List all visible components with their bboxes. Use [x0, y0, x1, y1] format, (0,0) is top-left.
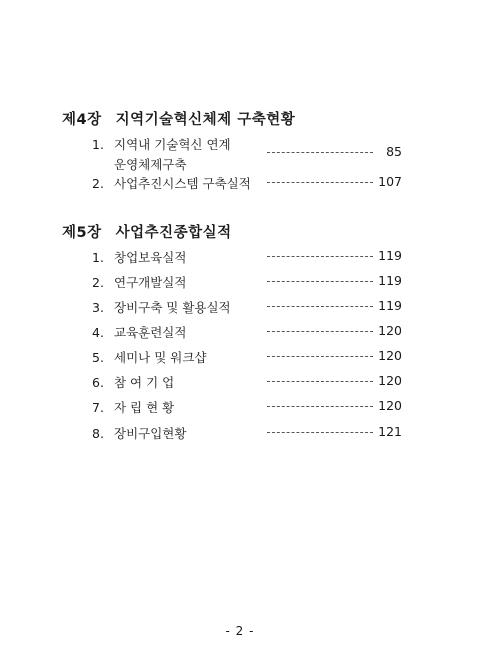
- dot-leader: [267, 306, 373, 307]
- toc-entry: [92, 398, 174, 416]
- entry-title: 교육훈련실적: [114, 325, 187, 340]
- entry-title: 장비구축 및 활용실적: [114, 300, 231, 315]
- chapter-title: 사업추진종합실적: [115, 225, 232, 241]
- entry-page-number: 120: [378, 323, 402, 338]
- entry-page-number: 120: [378, 348, 402, 363]
- toc-entry: [92, 273, 186, 291]
- toc-entry: [92, 348, 206, 366]
- page-footer-number: - 2 -: [225, 624, 255, 638]
- dot-leader: [267, 356, 373, 357]
- chapter-4-heading: [62, 108, 295, 129]
- entry-page-number: 119: [378, 273, 402, 288]
- entry-number: 6.: [92, 375, 104, 390]
- toc-entry: [92, 298, 231, 316]
- chapter-title: 지역기술혁신체제 구축현황: [115, 112, 296, 128]
- dot-leader: [267, 381, 373, 382]
- entry-number: 3.: [92, 300, 104, 315]
- entry-page-number: 119: [378, 248, 402, 263]
- toc-entry: [92, 174, 251, 192]
- toc-entry: [92, 323, 186, 341]
- entry-page-number: 120: [378, 398, 402, 413]
- entry-title: 장비구입현황: [114, 426, 187, 441]
- dot-leader: [267, 432, 373, 433]
- entry-title: 세미나 및 워크샵: [114, 350, 207, 365]
- entry-page-number: 121: [378, 424, 402, 439]
- toc-entry: [92, 424, 186, 442]
- entry-title: 연구개발실적: [114, 275, 187, 290]
- chapter-number: 제4장: [62, 112, 102, 128]
- chapter-number: 제5장: [62, 225, 102, 241]
- entry-title-continued: 운영체제구축: [114, 157, 187, 172]
- dot-leader: [267, 331, 373, 332]
- entry-number: 4.: [92, 325, 104, 340]
- entry-page-number: 107: [378, 174, 402, 189]
- entry-page-number: 85: [386, 144, 402, 159]
- entry-number: 5.: [92, 350, 104, 365]
- entry-title: 참 여 기 업: [114, 375, 175, 390]
- entry-number: 1.: [92, 250, 104, 265]
- entry-page-number: 119: [378, 298, 402, 313]
- entry-title: 지역내 기술혁신 연계: [114, 137, 231, 152]
- entry-number: 2.: [92, 176, 104, 191]
- entry-title: 창업보육실적: [114, 250, 187, 265]
- entry-number: 8.: [92, 426, 104, 441]
- toc-entry: [92, 373, 174, 391]
- entry-page-number: 120: [378, 373, 402, 388]
- dot-leader: [267, 182, 373, 183]
- toc-entry: [92, 135, 231, 172]
- dot-leader: [267, 152, 373, 153]
- dot-leader: [267, 281, 373, 282]
- dot-leader: [267, 256, 373, 257]
- entry-number: 2.: [92, 275, 104, 290]
- dot-leader: [267, 406, 373, 407]
- chapter-5-heading: [62, 221, 232, 242]
- toc-entry: [92, 248, 186, 266]
- entry-number: 1.: [92, 137, 104, 152]
- entry-number: 7.: [92, 400, 104, 415]
- entry-title: 사업추진시스템 구축실적: [114, 176, 251, 191]
- entry-title: 자 립 현 황: [114, 400, 175, 415]
